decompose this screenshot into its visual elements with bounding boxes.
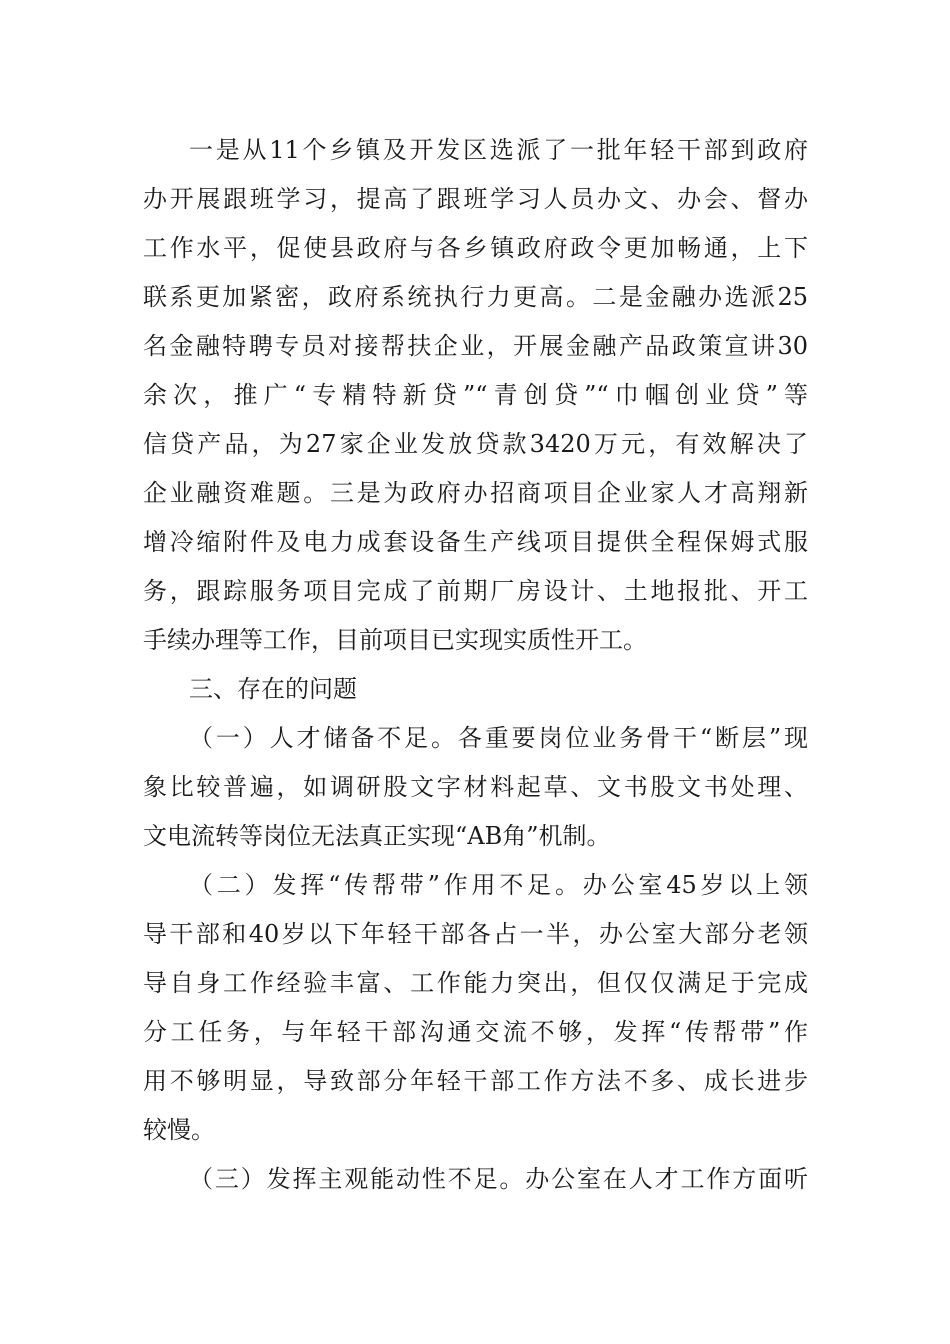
heading-text: 三、存在的问题 — [189, 675, 357, 703]
text-line: 分工任务，与年轻干部沟通交流不够，发挥“传帮带”作 — [143, 1018, 808, 1046]
text-line: （一）人才储备不足。各重要岗位业务骨干“断层”现 — [189, 724, 808, 752]
paragraph-1 — [143, 126, 808, 665]
text-line: 务，跟踪服务项目完成了前期厂房设计、土地报批、开工 — [143, 577, 808, 605]
text-line: 企业融资难题。三是为政府办招商项目企业家人才高翔新 — [143, 479, 808, 507]
paragraph-issue-1 — [143, 714, 808, 861]
paragraph-issue-2 — [143, 861, 808, 1155]
document-body — [143, 126, 808, 1204]
text-line: 办开展跟班学习，提高了跟班学习人员办文、办会、督办 — [143, 185, 808, 213]
text-line: 用不够明显，导致部分年轻干部工作方法不多、成长进步 — [143, 1067, 808, 1095]
text-line: 信贷产品，为27家企业发放贷款3420万元，有效解决了 — [143, 430, 808, 458]
text-line: 导自身工作经验丰富、工作能力突出，但仅仅满足于完成 — [143, 969, 808, 997]
text-line: 名金融特聘专员对接帮扶企业，开展金融产品政策宣讲30 — [143, 332, 808, 360]
paragraph-issue-3 — [143, 1155, 808, 1204]
section-heading — [143, 665, 808, 714]
text-line: 手续办理等工作，目前项目已实现实质性开工。 — [143, 626, 647, 654]
text-line: 余次，推广“专精特新贷”“青创贷”“巾帼创业贷”等 — [143, 381, 808, 409]
text-line: 一是从11个乡镇及开发区选派了一批年轻干部到政府 — [189, 136, 808, 164]
text-line: 联系更加紧密，政府系统执行力更高。二是金融办选派25 — [143, 283, 808, 311]
text-line: 文电流转等岗位无法真正实现“AB角”机制。 — [143, 822, 611, 850]
text-line: 导干部和40岁以下年轻干部各占一半，办公室大部分老领 — [143, 920, 808, 948]
text-line: 工作水平，促使县政府与各乡镇政府政令更加畅通，上下 — [143, 234, 808, 262]
text-line: （二）发挥“传帮带”作用不足。办公室45岁以上领 — [189, 871, 808, 899]
text-line: 增冷缩附件及电力成套设备生产线项目提供全程保姆式服 — [143, 528, 808, 556]
text-line: 象比较普遍，如调研股文字材料起草、文书股文书处理、 — [143, 773, 808, 801]
text-line: （三）发挥主观能动性不足。办公室在人才工作方面听 — [189, 1165, 808, 1193]
text-line: 较慢。 — [143, 1116, 215, 1144]
